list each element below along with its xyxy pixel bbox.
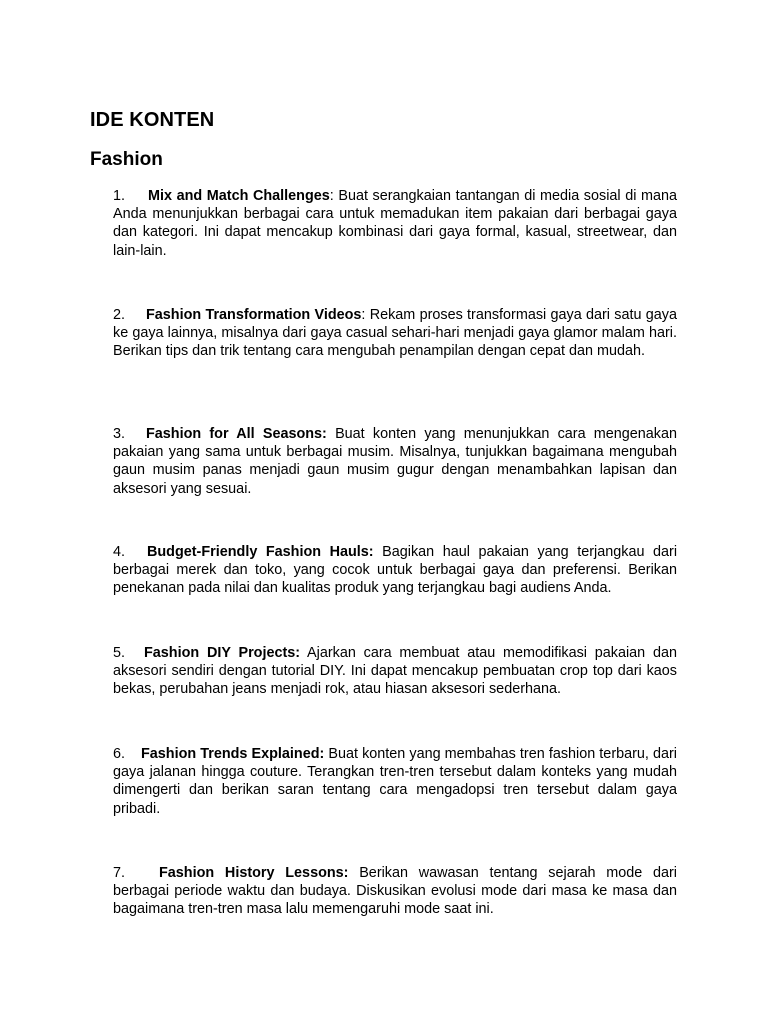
document-title: IDE KONTEN — [90, 109, 215, 131]
list-item — [113, 543, 677, 598]
item-term: Fashion Trends Explained: — [141, 746, 325, 762]
list-item — [113, 425, 677, 498]
item-description: Ajarkan cara membuat atau memodifikasi pakaian dan aksesori sendiri dengan tutorial DIY. Ini dapat mencakup pembuatan crop top dari kaos bekas, perubahan jeans menjadi rok, atau hiasan aksesori sederhana. — [113, 645, 677, 698]
item-term: Mix and Match Challenges — [148, 188, 330, 204]
item-number: 6. — [113, 746, 126, 762]
list-item — [113, 187, 677, 260]
item-term: Fashion for All Seasons: — [146, 426, 327, 442]
list-item — [113, 306, 677, 361]
item-number: 1. — [113, 188, 126, 204]
item-term: Budget-Friendly Fashion Hauls: — [147, 544, 374, 560]
item-description: : Buat serangkaian tantangan di media sosial di mana Anda menunjukkan berbagai cara untuk memadukan item pakaian dari berbagai gaya dan kategori. Ini dapat mencakup kombinasi dari gaya formal, kasual, streetwear, dan lain-lain. — [113, 188, 677, 259]
section-title: Fashion — [90, 149, 163, 170]
item-number: 7. — [113, 865, 126, 881]
item-description: Buat konten yang menunjukkan cara mengenakan pakaian yang sama untuk berbagai musim. Misalnya, tunjukkan bagaimana mengubah gaun musim panas menjadi gaun musim gugur dengan menambahkan lapisan dan aksesori yang sesuai. — [113, 426, 678, 497]
item-number: 3. — [113, 426, 126, 442]
item-description: Berikan wawasan tentang sejarah mode dari berbagai periode waktu dan budaya. Diskusikan evolusi mode dari masa ke masa dan bagaimana tren-tren masa lalu memengaruhi mode saat ini. — [113, 865, 678, 918]
list-item — [113, 864, 677, 919]
item-number: 2. — [113, 307, 126, 323]
item-number: 4. — [113, 544, 126, 560]
item-description: Bagikan haul pakaian yang terjangkau dari berbagai merek dan toko, yang cocok untuk berbagai gaya dan preferensi. Berikan penekanan pada nilai dan kualitas produk yang terjangkau bagi audiens Anda. — [113, 544, 678, 597]
item-term: Fashion History Lessons: — [159, 865, 349, 881]
list-item — [113, 745, 677, 818]
item-number: 5. — [113, 645, 126, 661]
item-term: Fashion DIY Projects: — [144, 645, 301, 661]
item-description: Buat konten yang membahas tren fashion terbaru, dari gaya jalanan hingga couture. Terangkan tren-tren tersebut dalam konteks yang mudah dimengerti dan berikan saran tentang cara mengadopsi tren tersebut dalam gaya pribadi. — [113, 746, 677, 817]
item-term: Fashion Transformation Videos — [146, 307, 362, 323]
item-description: : Rekam proses transformasi gaya dari satu gaya ke gaya lainnya, misalnya dari gaya casual sehari-hari menjadi gaya glamor malam hari. Berikan tips dan trik tentang cara mengubah penampilan dengan cepat dan mudah. — [113, 307, 677, 360]
list-item — [113, 644, 677, 699]
